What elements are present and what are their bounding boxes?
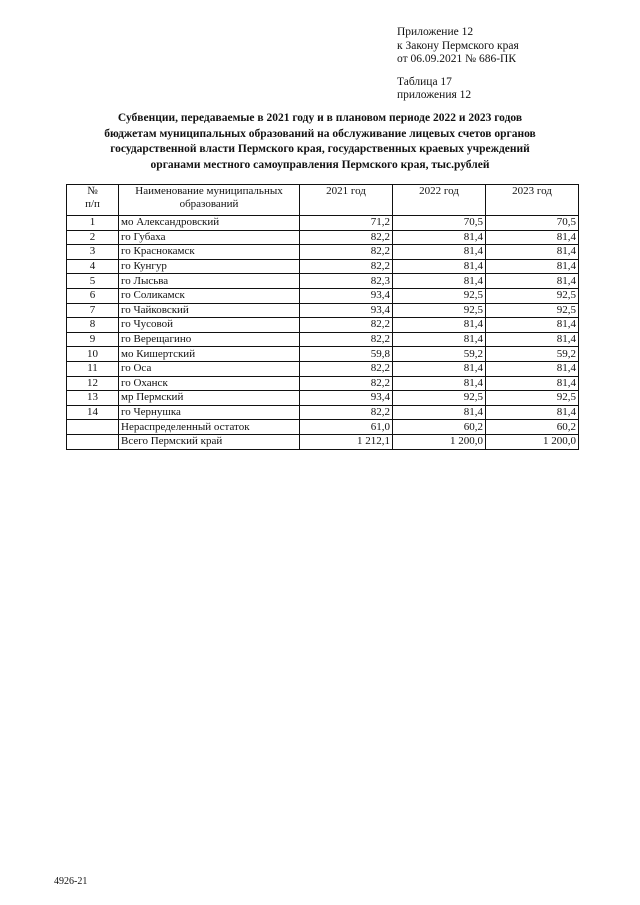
document-title (90, 111, 550, 173)
header-name: Наименование муниципальных образований (119, 185, 300, 216)
cell-2023: 81,4 (486, 318, 579, 333)
cell-num: 1 (67, 216, 119, 231)
cell-num (67, 434, 119, 449)
cell-name: го Лысьва (119, 274, 300, 289)
cell-num (67, 420, 119, 435)
cell-num: 6 (67, 288, 119, 303)
appendix-header (397, 26, 519, 103)
cell-num: 8 (67, 318, 119, 333)
cell-2023: 92,5 (486, 303, 579, 318)
cell-2022: 59,2 (393, 347, 486, 362)
cell-2023: 81,4 (486, 405, 579, 420)
table-row (67, 420, 579, 435)
cell-num: 13 (67, 391, 119, 406)
cell-name: го Губаха (119, 230, 300, 245)
subsidy-table (66, 184, 579, 450)
cell-2022: 60,2 (393, 420, 486, 435)
cell-name: го Чайковский (119, 303, 300, 318)
header-2021: 2021 год (300, 185, 393, 216)
table-row (67, 216, 579, 231)
cell-2021: 82,3 (300, 274, 393, 289)
header-2023: 2023 год (486, 185, 579, 216)
cell-num: 5 (67, 274, 119, 289)
cell-name: го Оса (119, 361, 300, 376)
cell-2022: 70,5 (393, 216, 486, 231)
cell-2022: 92,5 (393, 288, 486, 303)
table-row (67, 230, 579, 245)
title-line: органами местного самоуправления Пермского края, тыс.рублей (150, 158, 490, 171)
cell-2021: 82,2 (300, 361, 393, 376)
cell-2021: 82,2 (300, 332, 393, 347)
cell-num: 12 (67, 376, 119, 391)
cell-name: мо Александровский (119, 216, 300, 231)
cell-2022: 81,4 (393, 274, 486, 289)
cell-2023: 70,5 (486, 216, 579, 231)
cell-2023: 81,4 (486, 361, 579, 376)
appendix-ref-line: приложения 12 (397, 89, 472, 102)
cell-2021: 82,2 (300, 318, 393, 333)
cell-2023: 81,4 (486, 274, 579, 289)
table-row (67, 391, 579, 406)
cell-2023: 1 200,0 (486, 434, 579, 449)
cell-num: 9 (67, 332, 119, 347)
law-reference-line: к Закону Пермского края (397, 39, 519, 52)
cell-name: го Краснокамск (119, 245, 300, 260)
cell-2021: 82,2 (300, 405, 393, 420)
cell-2021: 93,4 (300, 303, 393, 318)
table-row (67, 303, 579, 318)
cell-2022: 81,4 (393, 259, 486, 274)
cell-2022: 81,4 (393, 245, 486, 260)
cell-num: 10 (67, 347, 119, 362)
table-row (67, 245, 579, 260)
cell-name: Всего Пермский край (119, 434, 300, 449)
cell-2022: 81,4 (393, 376, 486, 391)
cell-2022: 92,5 (393, 303, 486, 318)
cell-2023: 92,5 (486, 391, 579, 406)
cell-name: го Верещагино (119, 332, 300, 347)
cell-2021: 1 212,1 (300, 434, 393, 449)
table-row (67, 288, 579, 303)
cell-2023: 81,4 (486, 259, 579, 274)
cell-2023: 60,2 (486, 420, 579, 435)
cell-name: мр Пермский (119, 391, 300, 406)
table-row (67, 259, 579, 274)
title-line: государственной власти Пермского края, государственных краевых учреждений (110, 143, 530, 155)
cell-2021: 61,0 (300, 420, 393, 435)
cell-2021: 93,4 (300, 391, 393, 406)
header-num: № п/п (67, 185, 119, 216)
cell-name: го Соликамск (119, 288, 300, 303)
title-line: Субвенции, передаваемые в 2021 году и в плановом периоде 2022 и 2023 годов (117, 112, 523, 124)
table-body (67, 216, 579, 450)
cell-2021: 82,2 (300, 245, 393, 260)
table-row (67, 347, 579, 362)
title-line: бюджетам муниципальных образований на обслуживание лицевых счетов органов (104, 127, 536, 140)
table-row (67, 405, 579, 420)
cell-name: го Чусовой (119, 318, 300, 333)
cell-name: го Оханск (119, 376, 300, 391)
cell-2021: 71,2 (300, 216, 393, 231)
table-number-line: Таблица 17 (397, 75, 452, 88)
cell-2022: 92,5 (393, 391, 486, 406)
cell-2023: 81,4 (486, 230, 579, 245)
table-row (67, 376, 579, 391)
table-row (67, 434, 579, 449)
cell-num: 3 (67, 245, 119, 260)
cell-2023: 81,4 (486, 245, 579, 260)
cell-2022: 1 200,0 (393, 434, 486, 449)
cell-2021: 59,8 (300, 347, 393, 362)
header-2022: 2022 год (393, 185, 486, 216)
cell-2021: 82,2 (300, 376, 393, 391)
cell-2022: 81,4 (393, 405, 486, 420)
cell-num: 2 (67, 230, 119, 245)
cell-name: го Чернушка (119, 405, 300, 420)
cell-num: 7 (67, 303, 119, 318)
cell-name: го Кунгур (119, 259, 300, 274)
cell-2022: 81,4 (393, 230, 486, 245)
cell-2022: 81,4 (393, 332, 486, 347)
appendix-line: Приложение 12 (397, 26, 474, 38)
table-header-row (67, 185, 579, 216)
cell-2021: 82,2 (300, 259, 393, 274)
cell-name: мо Кишертский (119, 347, 300, 362)
table-row (67, 318, 579, 333)
cell-2022: 81,4 (393, 361, 486, 376)
cell-2022: 81,4 (393, 318, 486, 333)
cell-2023: 81,4 (486, 332, 579, 347)
cell-2023: 59,2 (486, 347, 579, 362)
cell-2023: 92,5 (486, 288, 579, 303)
cell-2021: 93,4 (300, 288, 393, 303)
table-row (67, 361, 579, 376)
cell-num: 4 (67, 259, 119, 274)
law-date-line: от 06.09.2021 № 686-ПК (397, 53, 517, 66)
cell-num: 14 (67, 405, 119, 420)
cell-2021: 82,2 (300, 230, 393, 245)
document-code: 4926-21 (54, 876, 88, 887)
cell-2023: 81,4 (486, 376, 579, 391)
table-row (67, 274, 579, 289)
cell-num: 11 (67, 361, 119, 376)
cell-name: Нераспределенный остаток (119, 420, 300, 435)
table-row (67, 332, 579, 347)
